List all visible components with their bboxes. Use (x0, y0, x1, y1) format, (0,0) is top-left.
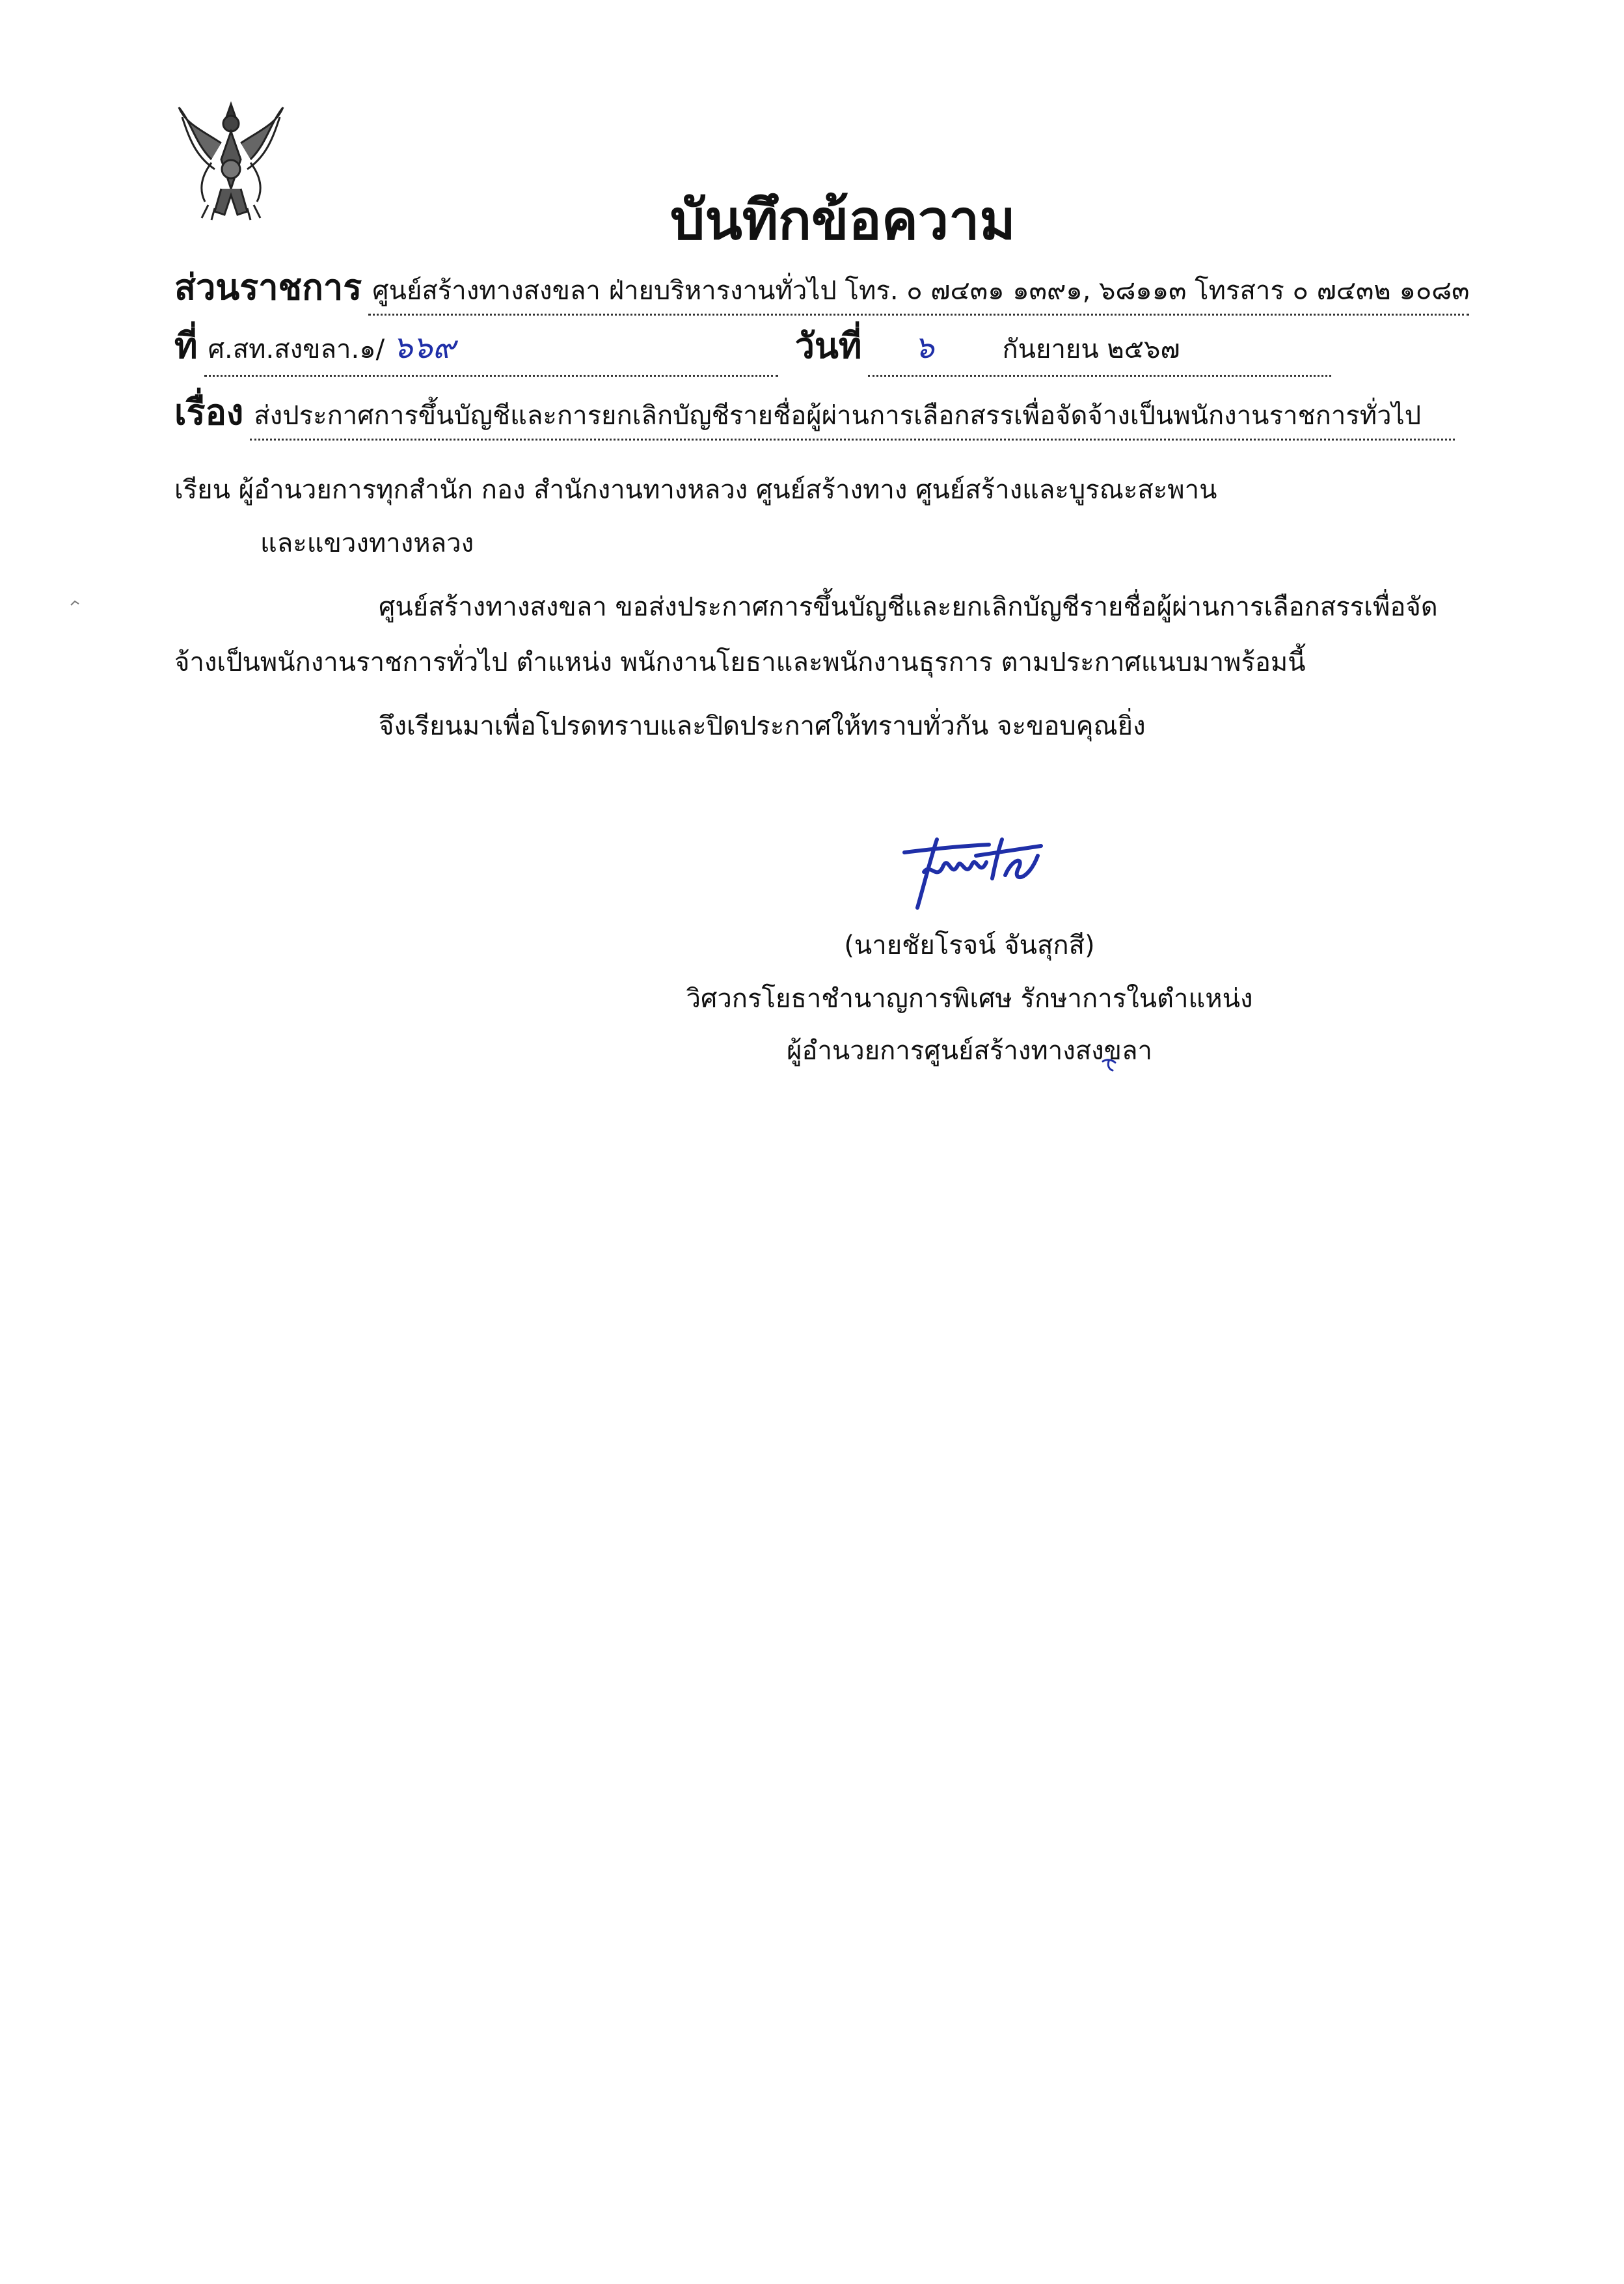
reference-number-handwritten: ๖๖๙ (392, 329, 455, 366)
subject-label: เรื่อง (174, 392, 244, 433)
paragraph-2: จึงเรียนมาเพื่อโปรดทราบและปิดประกาศให้ทราบทั่วกัน จะขอบคุณยิ่ง (379, 711, 1146, 741)
subject-row (174, 384, 1455, 441)
agency-row (174, 259, 1469, 316)
date-label: วันที่ (794, 325, 862, 366)
addressee-line-2: และแขวงทางหลวง (260, 528, 474, 558)
reference-number-printed: ศ.สท.สงขลา.๑/ (208, 334, 385, 364)
paragraph-1-line-2: จ้างเป็นพนักงานราชการทั่วไป ตำแหน่ง พนักงานโยธาและพนักงานธุรการ ตามประกาศแนบมาพร้อมนี้ (174, 647, 1306, 677)
page-title: บันทึกข้อความ (670, 188, 1016, 252)
agency-label: ส่วนราชการ (174, 267, 362, 308)
subject-value: ส่งประกาศการขึ้นบัญชีและการยกเลิกบัญชีรายชื่อผู้ผ่านการเลือกสรรเพื่อจัดจ้างเป็นพนักงานราชการทั่วไป (250, 394, 1455, 441)
signatory-name: (นายชัยโรจน์ จันสุกสี) (844, 931, 1095, 960)
signatory-position-2: ผู้อำนวยการศูนย์สร้างทางสงขลา (786, 1036, 1152, 1066)
reference-value (204, 323, 778, 377)
agency-value: ศูนย์สร้างทางสงขลา ฝ่ายบริหารงานทั่วไป โทร. ๐ ๗๔๓๑ ๑๓๙๑, ๖๘๑๑๓ โทรสาร ๐ ๗๔๓๒ ๑๐๘๓ (368, 269, 1469, 316)
date-month-year: กันยายน ๒๕๖๗ (1002, 334, 1180, 364)
date-value (868, 323, 1331, 377)
handwritten-signature (878, 826, 1048, 911)
paragraph-1-line-1: ศูนย์สร้างทางสงขลา ขอส่งประกาศการขึ้นบัญชีและยกเลิกบัญชีรายชื่อผู้ผ่านการเลือกสรรเพื่อจัด (379, 592, 1438, 622)
handwritten-mark-icon (1101, 1057, 1118, 1072)
scan-speck-icon (70, 600, 79, 606)
garuda-emblem-icon (176, 98, 286, 221)
reference-date-row (174, 318, 1331, 377)
signatory-position-1: วิศวกรโยธาชำนาญการพิเศษ รักษาการในตำแหน่ง (686, 984, 1253, 1014)
date-day-handwritten: ๖ (914, 329, 934, 366)
addressee-line-1: เรียน ผู้อำนวยการทุกสำนัก กอง สำนักงานทางหลวง ศูนย์สร้างทาง ศูนย์สร้างและบูรณะสะพาน (174, 475, 1217, 505)
reference-label: ที่ (174, 325, 198, 366)
